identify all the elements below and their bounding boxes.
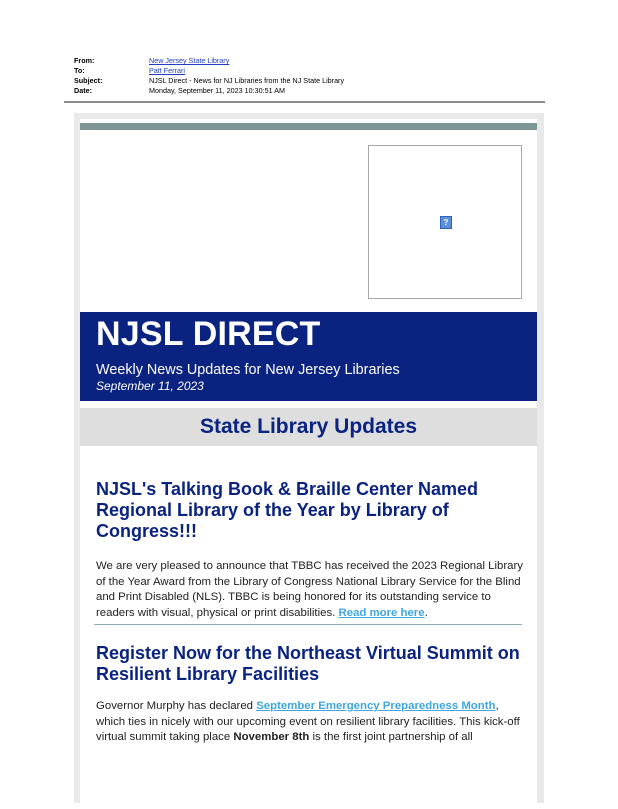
broken-image-icon: ? [440,216,452,229]
article-text-end: . [424,606,428,619]
to-link[interactable]: Patt Ferrari [149,66,185,75]
article-body-tbbc [96,559,526,621]
article-text: We are very pleased to announce that TBBC has received the 2023 Regional Library of the Year Award from the Library of Congress National Library Service for the Blind and Print Disabled (NLS). TBBC is being honored for its outstanding service to readers with visual, physical or print disabilities. [96,560,523,619]
section-header [80,408,537,446]
article-text: Governor Murphy has declared [96,700,257,712]
from-row [74,56,544,66]
masthead-subtitle: Weekly News Updates for New Jersey Libraries [96,362,400,378]
emergency-preparedness-link[interactable]: September Emergency Preparedness Month [256,700,496,712]
to-row [74,66,544,76]
article-text-middle: , which ties in nicely with our upcoming event on resilient library facilities. This kick-off virtual summit taking place [96,700,520,743]
from-label: From: [74,56,95,65]
masthead-date: September 11, 2023 [96,379,204,393]
masthead-banner [80,312,537,401]
section-heading: State Library Updates [199,415,418,438]
masthead-title: NJSL DIRECT [96,315,321,353]
from-link[interactable]: New Jersey State Library [149,56,230,65]
subject-row [74,76,544,86]
top-accent-bar [80,123,537,130]
article-title-summit: Register Now for the Northeast Virtual Summit on Resilient Library Facilities [96,643,520,684]
date-row [74,86,544,96]
logo-image-placeholder [368,145,522,299]
article-body-summit [96,699,526,746]
event-date-bold: November 8th [233,731,310,743]
subject-label: Subject: [74,76,103,85]
read-more-link[interactable]: Read more here [338,606,425,619]
date-label: Date: [74,86,92,95]
date-value: Monday, September 11, 2023 10:30:51 AM [149,86,285,95]
email-header [74,56,544,96]
article-title-tbbc: NJSL's Talking Book & Braille Center Named Regional Library of the Year by Library of Congress!!! [96,479,479,541]
subject-value: NJSL Direct - News for NJ Libraries from the NJ State Library [149,76,345,85]
article-divider [94,624,522,625]
to-label: To: [74,66,85,75]
article-text-end: is the first joint partnership of all [309,731,473,743]
newsletter-frame [74,113,544,803]
newsletter-card [80,119,537,809]
header-divider [64,101,545,103]
